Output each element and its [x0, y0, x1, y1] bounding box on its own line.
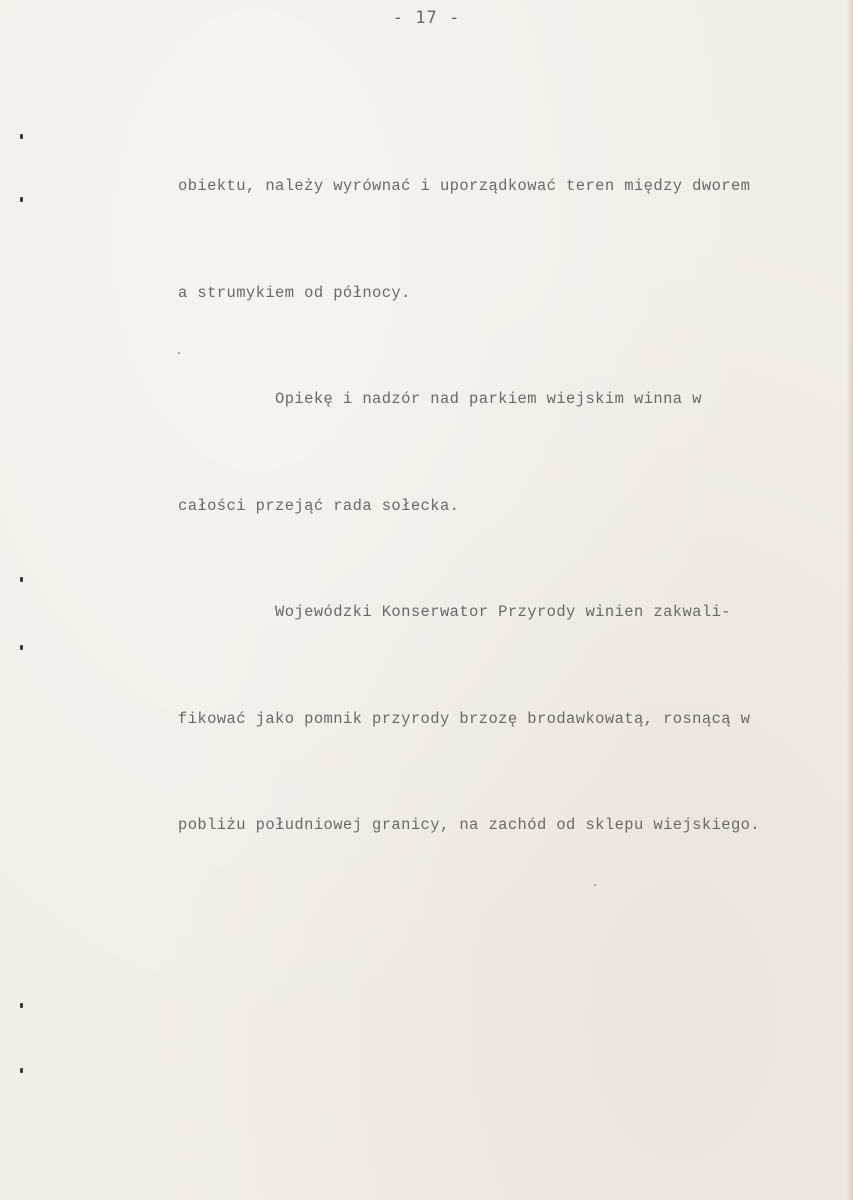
punch-mark — [20, 1068, 23, 1073]
text-line: Wojewódzki Konserwator Przyrody winien zakwali- — [178, 603, 731, 621]
text-line: Opiekę i nadzór nad parkiem wiejskim winna w — [178, 390, 702, 408]
text-line: obiektu, należy wyrównać i uporządkować teren między dworem — [178, 177, 751, 195]
body-text — [178, 98, 818, 915]
text-line: pobliżu południowej granicy, na zachód od sklepu wiejskiego. — [178, 816, 761, 834]
paper-edge — [847, 0, 853, 1200]
punch-mark — [20, 577, 23, 582]
punch-mark — [20, 134, 23, 139]
punch-mark — [20, 1003, 23, 1008]
punch-mark — [20, 645, 23, 650]
text-line: a strumykiem od północy. — [178, 283, 411, 302]
punch-mark — [20, 197, 23, 202]
text-line: fikować jako pomnik przyrody brzozę brodawkowatą, rosnącą w — [178, 709, 751, 728]
paper-speck — [178, 352, 180, 354]
paper-speck — [594, 884, 596, 886]
text-line: całości przejąć rada sołecka. — [178, 496, 460, 515]
page-number: - 17 - — [392, 8, 461, 28]
